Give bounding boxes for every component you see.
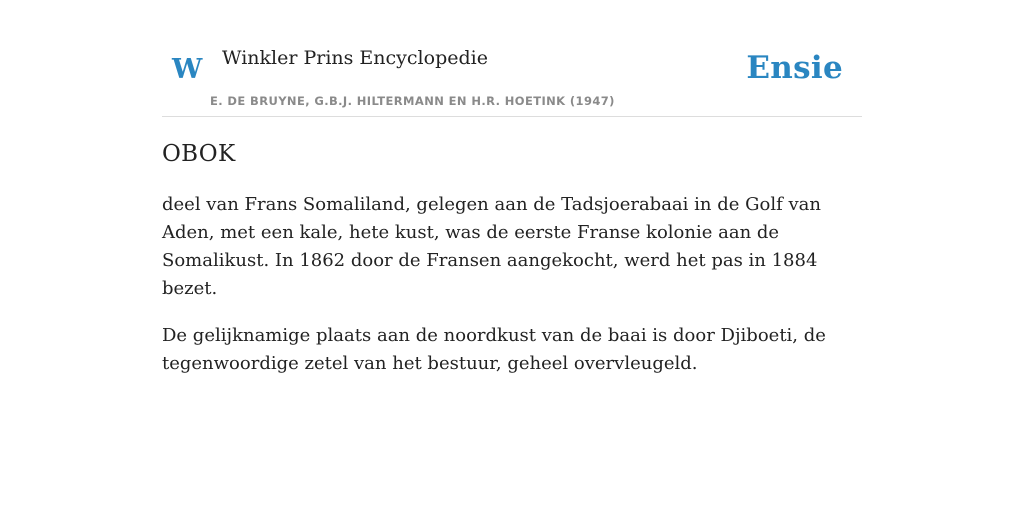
source-title[interactable]: Winkler Prins Encyclopedie — [222, 47, 488, 69]
ensie-home-link[interactable]: Ensie — [746, 50, 843, 86]
article-title: OBOK — [162, 141, 236, 167]
article-paragraph: De gelijknamige plaats aan de noordkust van de baai is door Djiboeti, de tegenwoordige zetel van het bestuur, geheel overvleugeld. — [162, 325, 826, 374]
source-header — [162, 0, 862, 117]
source-authors: E. DE BRUYNE, G.B.J. HILTERMANN EN H.R. HOETINK (1947) — [210, 94, 615, 108]
article-paragraph: deel van Frans Somaliland, gelegen aan de Tadsjoerabaai in de Golf van Aden, met een kale, hete kust, was de eerste Franse kolonie aan de Somalikust. In 1862 door de Fransen aangekocht, werd het pas in 1884 bezet. — [162, 194, 821, 299]
article-body — [162, 191, 862, 378]
winkler-prins-logo-icon[interactable]: W — [172, 54, 203, 85]
article — [162, 138, 862, 397]
